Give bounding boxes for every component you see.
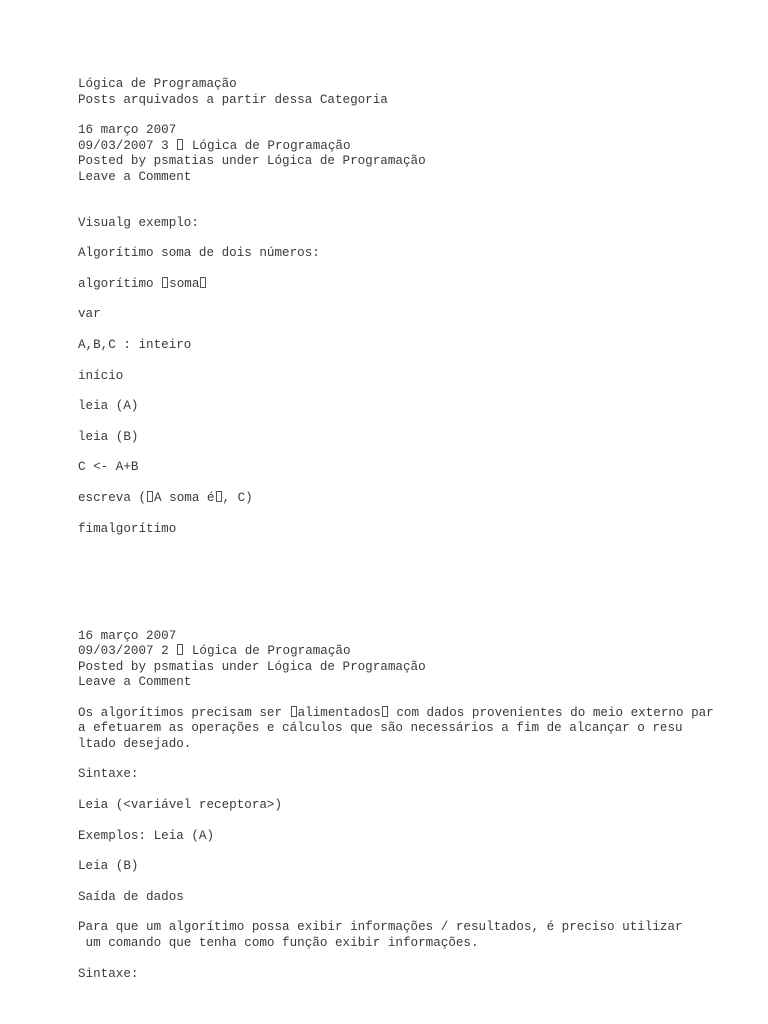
code-write-text: A soma é [154,491,215,505]
post-date: 16 março 2007 [78,123,177,137]
category-title: Lógica de Programação [78,77,237,91]
code-line-start: início [78,369,124,383]
paragraph-line: um comando que tenha como função exibir informações. [78,936,479,950]
post-heading: Algorítimo soma de dois números: [78,246,320,260]
code-line-end: fimalgorítimo [78,522,177,536]
code-write-args: , C) [222,491,253,505]
code-keyword: algorítimo [78,277,162,291]
example-line: Leia (B) [78,859,139,873]
post-intro: Visualg exemplo: [78,216,199,230]
code-algorithm-name: soma [169,277,200,291]
code-write-call: escreva ( [78,491,147,505]
leave-comment-link[interactable]: Leave a Comment [78,170,192,184]
missing-glyph-icon [382,706,388,717]
missing-glyph-icon [200,277,206,288]
examples-line: Exemplos: Leia (A) [78,829,215,843]
post-author-line: Posted by psmatias under Lógica de Programação [78,154,426,168]
code-line-write [78,491,253,507]
code-line-read-a: leia (A) [78,399,139,413]
code-line-algorithm [78,277,207,293]
missing-glyph-icon [216,491,222,502]
post-meta [78,644,351,660]
paragraph-line: ltado desejado. [78,737,192,751]
code-line-var: var [78,307,101,321]
syntax-label: Sintaxe: [78,767,139,781]
missing-glyph-icon [177,139,183,150]
quoted-word: alimentados [297,706,381,720]
code-line-declaration: A,B,C : inteiro [78,338,192,352]
post-meta [78,139,351,155]
leave-comment-link[interactable]: Leave a Comment [78,675,192,689]
missing-glyph-icon [162,277,168,288]
code-line-assign: C <- A+B [78,460,139,474]
syntax-line: Leia (<variável receptora>) [78,798,283,812]
missing-glyph-icon [147,491,153,502]
paragraph-line [78,706,714,722]
category-subtitle: Posts arquivados a partir dessa Categoria [78,93,388,107]
paragraph-line: a efetuarem as operações e cálculos que são necessários a fim de alcançar o resu [78,721,683,735]
section-heading: Saída de dados [78,890,184,904]
post-meta-date: 09/03/2007 3 [78,139,169,153]
paragraph-text: com dados provenientes do meio externo par [388,706,714,720]
syntax-label: Sintaxe: [78,967,139,981]
post-meta-category: Lógica de Programação [191,644,351,658]
post-author-line: Posted by psmatias under Lógica de Programação [78,660,426,674]
post-date: 16 março 2007 [78,629,177,643]
missing-glyph-icon [291,706,297,717]
post-meta-date: 09/03/2007 2 [78,644,169,658]
post-meta-category: Lógica de Programação [191,139,351,153]
paragraph-text: Os algorítimos precisam ser [78,706,290,720]
missing-glyph-icon [177,644,183,655]
paragraph-line: Para que um algorítimo possa exibir informações / resultados, é preciso utilizar [78,920,683,934]
code-line-read-b: leia (B) [78,430,139,444]
